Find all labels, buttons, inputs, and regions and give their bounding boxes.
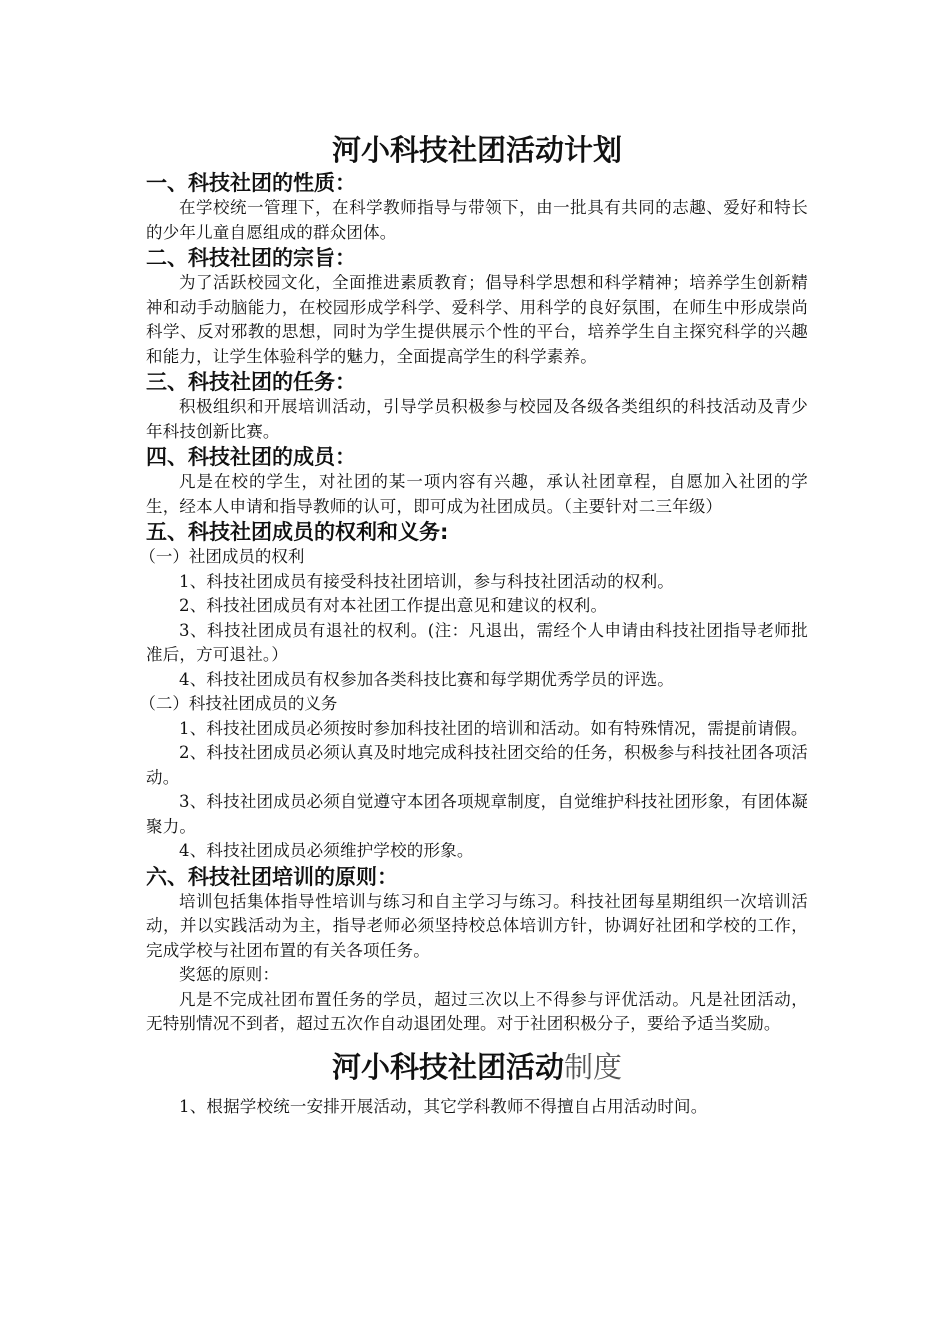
- subheading-duties: （二）科技社团成员的义务: [139, 694, 338, 713]
- rights-item: 3、科技社团成员有退社的权利。(注：凡退出，需经个人申请由科技社团指导老师批准后，方可退社。）: [146, 620, 808, 664]
- section-tasks: [146, 369, 808, 444]
- rights-item: 2、科技社团成员有对本社团工作提出意见和建议的权利。: [179, 596, 608, 615]
- section-members: [146, 444, 808, 519]
- duties-item: 3、科技社团成员必须自觉遵守本团各项规章制度，自觉维护科技社团形象，有团体凝聚力。: [146, 792, 808, 836]
- paragraph-purpose: 为了活跃校园文化，全面推进素质教育；倡导科学思想和科学精神；培养学生创新精神和动手动脑能力，在校园形成学科学、爱科学、用科学的良好氛围，在师生中形成崇尚科学、反对邪教的思想，同时为学生提供展示个性的平台，培养学生自主探究科学的兴趣和能力，让学生体验科学的魅力，全面提高学生的科学素养。: [146, 273, 808, 366]
- section-training: [146, 864, 808, 1037]
- paragraph-reward-label: 奖惩的原则：: [179, 965, 280, 984]
- rights-item: 1、科技社团成员有接受科技社团培训，参与科技社团活动的权利。: [179, 571, 674, 591]
- section-heading-members: 四、科技社团的成员：: [146, 445, 356, 469]
- document-title: 河小科技社团活动计划: [331, 133, 622, 167]
- paragraph-tasks: 积极组织和开展培训活动，引导学员积极参与校园及各级各类组织的科技活动及青少年科技创新比赛。: [146, 397, 808, 441]
- paragraph-training: 培训包括集体指导性培训与练习和自主学习与练习。科技社团每星期组织一次培训活动，并以实践活动为主，指导老师必须坚持校总体培训方针，协调好社团和学校的工作，完成学校与社团布置的有关各项任务。: [146, 891, 808, 960]
- section-nature: [146, 170, 808, 245]
- section-rights-duties: [139, 519, 808, 864]
- paragraph-reward: 凡是不完成社团布置任务的学员，超过三次以上不得参与评优活动。凡是社团活动，无特别情况不到者，超过五次作自动退团处理。对于社团积极分子，要给予适当奖励。: [146, 989, 808, 1033]
- paragraph-nature: 在学校统一管理下，在科学教师指导与带领下，由一批具有共同的志趣、爱好和特长的少年儿童自愿组成的群众团体。: [146, 198, 808, 242]
- section-heading-training: 六、科技社团培训的原则：: [146, 864, 398, 889]
- section-heading-rights-duties: 五、科技社团成员的权利和义务:: [146, 520, 449, 544]
- duties-item: 1、科技社团成员必须按时参加科技社团的培训和活动。如有特殊情况，需提前请假。: [179, 718, 808, 738]
- second-title-main: 河小科技社团活动: [331, 1049, 564, 1084]
- subheading-rights: （一）社团成员的权利: [139, 547, 305, 566]
- section-heading-tasks: 三、科技社团的任务：: [146, 370, 356, 394]
- duties-item: 2、科技社团成员必须认真及时地完成科技社团交给的任务，积极参与科技社团各项活动。: [146, 743, 808, 787]
- duties-item: 4、科技社团成员必须维护学校的形象。: [179, 841, 474, 860]
- rule-item: 1、根据学校统一安排开展活动，其它学科教师不得擅自占用活动时间。: [179, 1096, 708, 1116]
- section-heading-purpose: 二、科技社团的宗旨：: [146, 246, 356, 270]
- document-body: [139, 130, 808, 1119]
- second-title-suffix: 制度: [564, 1049, 623, 1084]
- section-heading-nature: 一、科技社团的性质：: [146, 171, 356, 195]
- second-document-title: [146, 1045, 808, 1089]
- section-purpose: [146, 245, 808, 369]
- rights-item: 4、科技社团成员有权参加各类科技比赛和每学期优秀学员的评选。: [179, 669, 674, 689]
- paragraph-members: 凡是在校的学生，对社团的某一项内容有兴趣，承认社团章程，自愿加入社团的学生，经本人申请和指导教师的认可，即可成为社团成员。（主要针对二三年级）: [146, 472, 808, 516]
